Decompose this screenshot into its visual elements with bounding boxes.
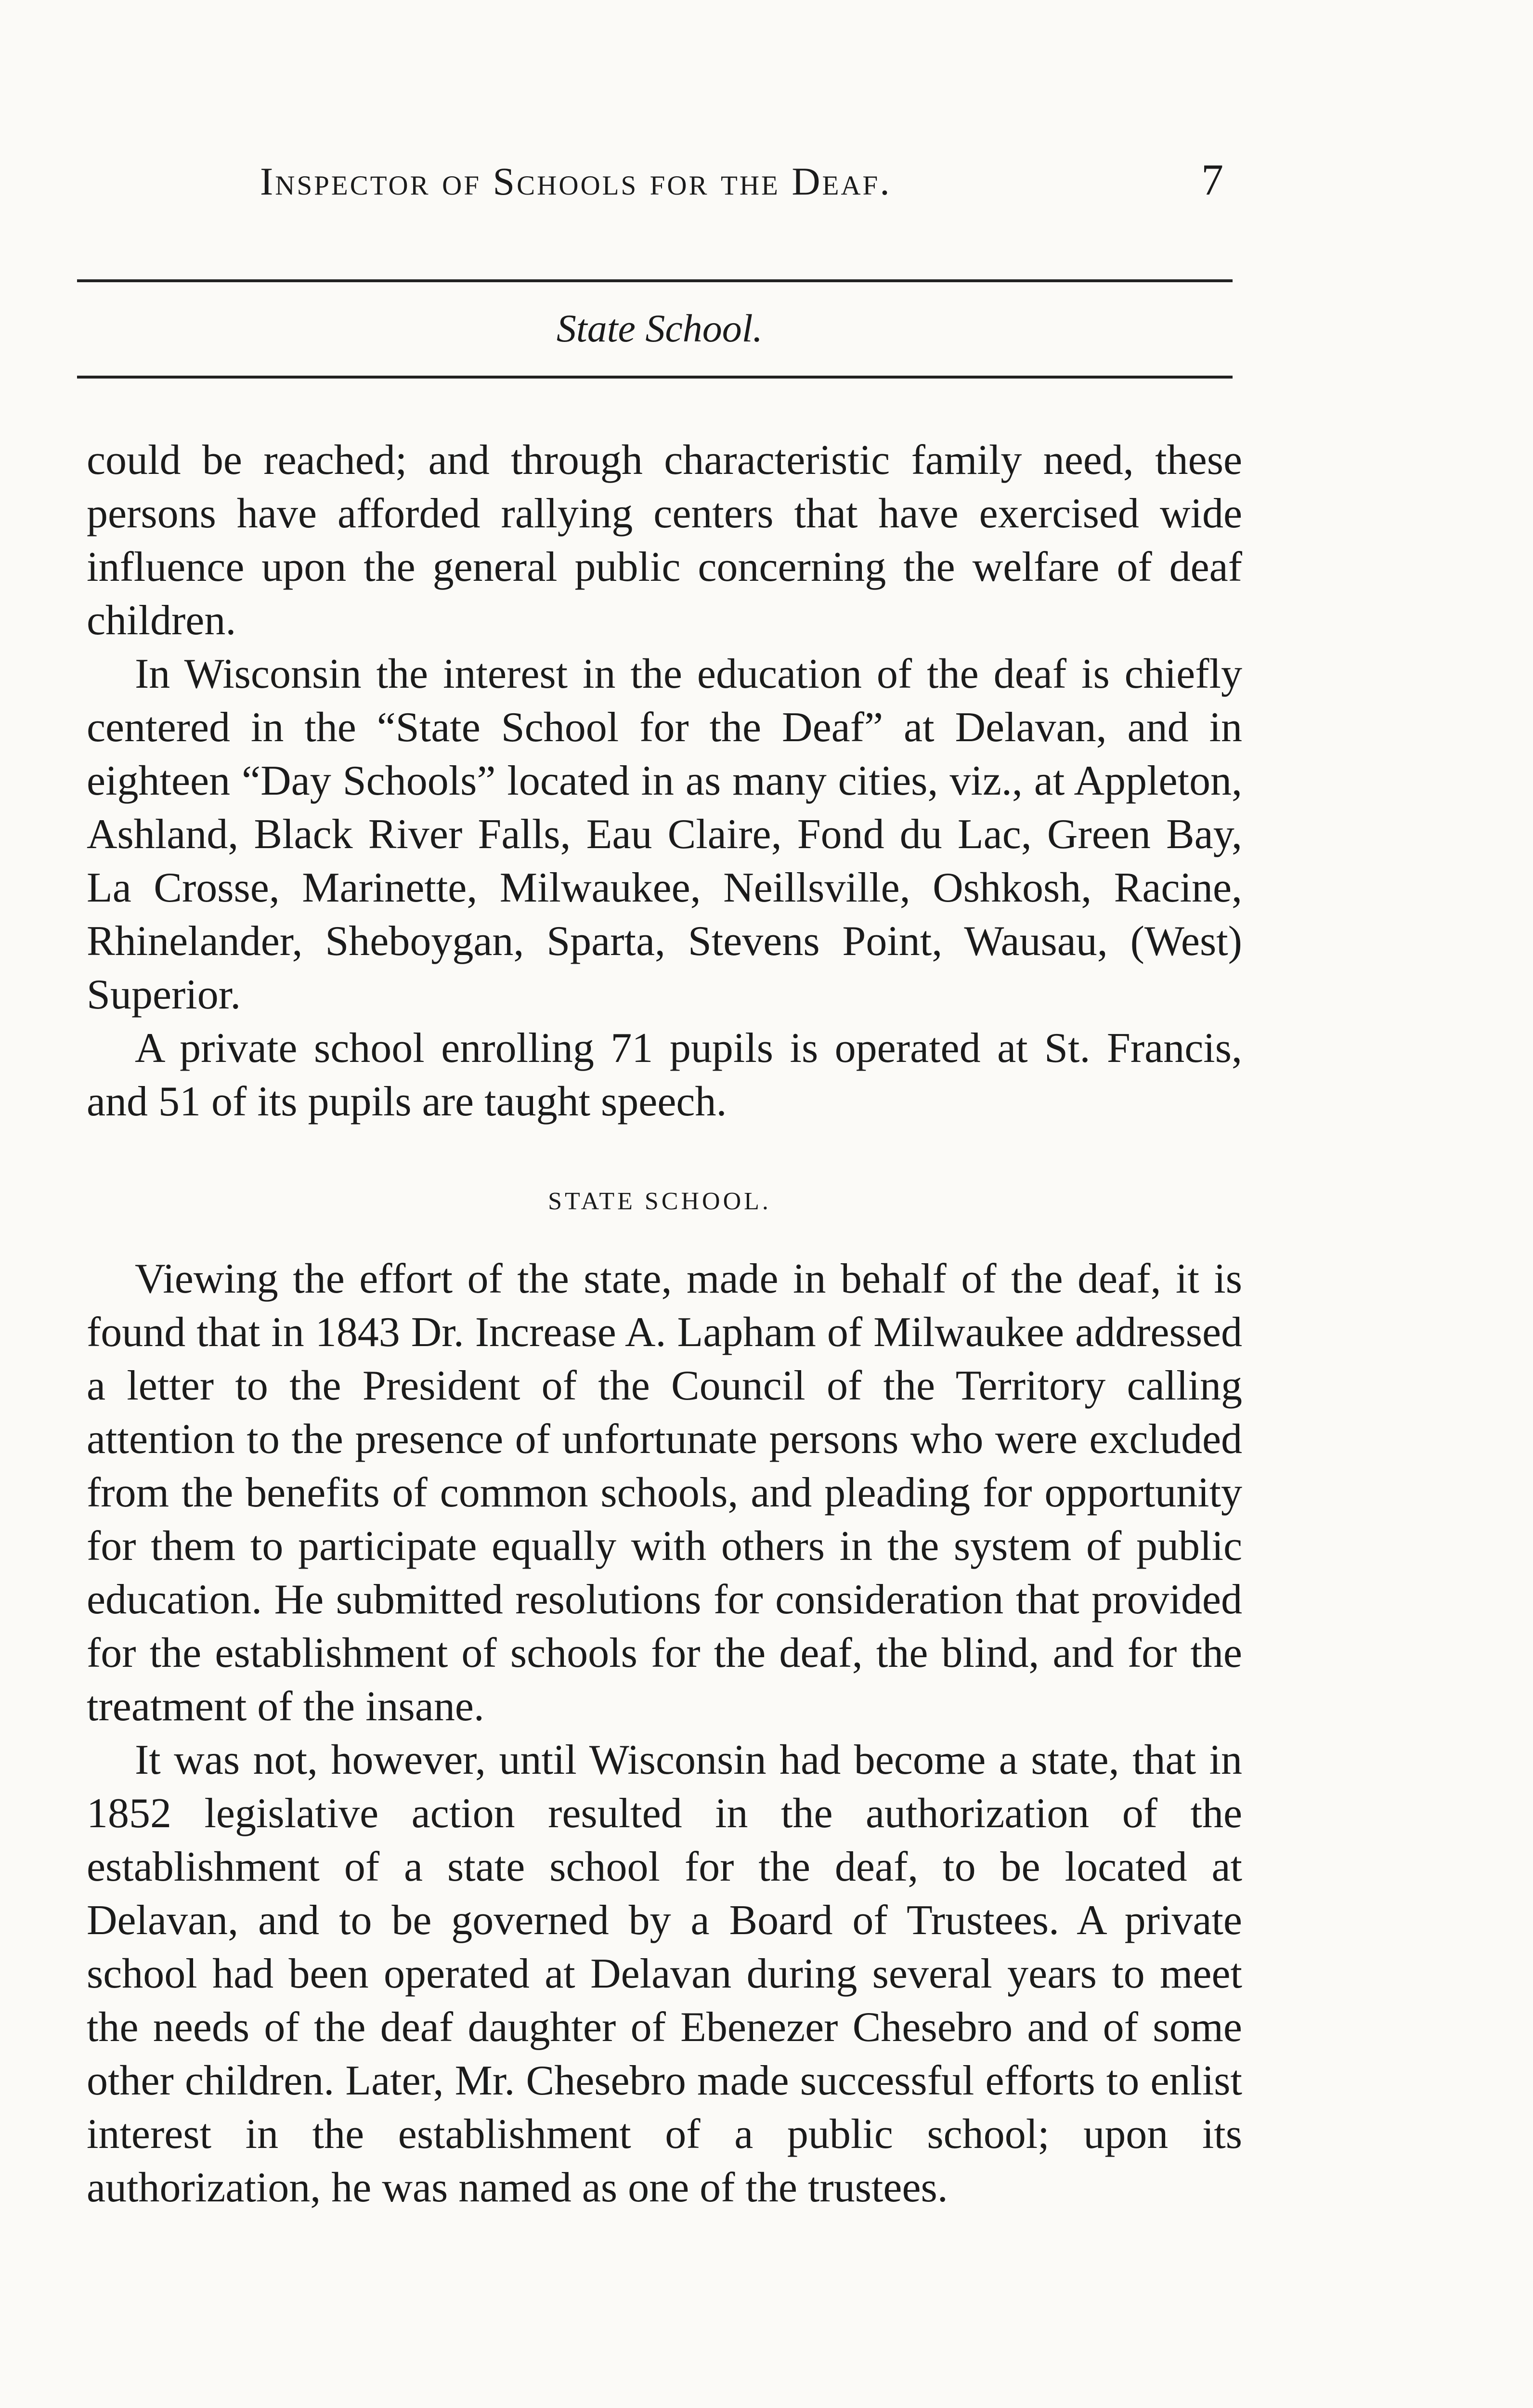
paragraph: In Wisconsin the interest in the education of the deaf is chiefly centered in the “State School for the Deaf” at Delavan, and in eighteen “Day Schools” located in as many cities, viz., at Appleton, Ashland, Black River Falls, Eau Claire, Fond du Lac, Green Bay, La Crosse, Marinette, Milwaukee, Neillsville, Oshkosh, Racine, Rhinelander, Sheboygan, Sparta, Stevens Point, Wausau, (West) Superior. (87, 651, 1242, 1018)
paragraph: It was not, however, until Wisconsin had become a state, that in 1852 legislative action resulted in the authorization of the establishment of a state school for the deaf, to be located at Delavan, and to be governed by a Board of Trustees. A private school had been operated at Delavan during several years to meet the needs of the deaf daughter of Ebenezer Chesebro and of some other children. Later, Mr. Chesebro made successful efforts to enlist interest in the establishment of a public school; upon its authorization, he was named as one of the trustees. (87, 1737, 1242, 2211)
paragraph: Viewing the effort of the state, made in behalf of the deaf, it is found that in 1843 Dr. Increase A. Lapham of Milwaukee addressed a letter to the President of the Council of the Territory calling attention to the presence of unfortunate persons who were excluded from the benefits of common schools, and pleading for opportunity for them to participate equally with others in the system of public education. He submitted resolutions for consideration that provided for the establishment of schools for the deaf, the blind, and for the treatment of the insane. (87, 1256, 1242, 1730)
header-rule-bottom (77, 376, 1233, 379)
section-label: State School. (556, 306, 763, 350)
header-rule-top (77, 279, 1233, 282)
body-text-top (87, 433, 1242, 1128)
paragraph: could be reached; and through characteristic family need, these persons have afforded rallying centers that have exercised wide influence upon the general public concerning the welfare of deaf children. (87, 437, 1242, 644)
page-number: 7 (1201, 155, 1223, 204)
body-text-bottom (87, 1252, 1242, 2214)
paragraph: A private school enrolling 71 pupils is operated at St. Francis, and 51 of its pupils are taught speech. (87, 1025, 1242, 1125)
running-head: Inspector of Schools for the Deaf. (260, 159, 892, 203)
subheading: STATE SCHOOL. (548, 1188, 771, 1215)
